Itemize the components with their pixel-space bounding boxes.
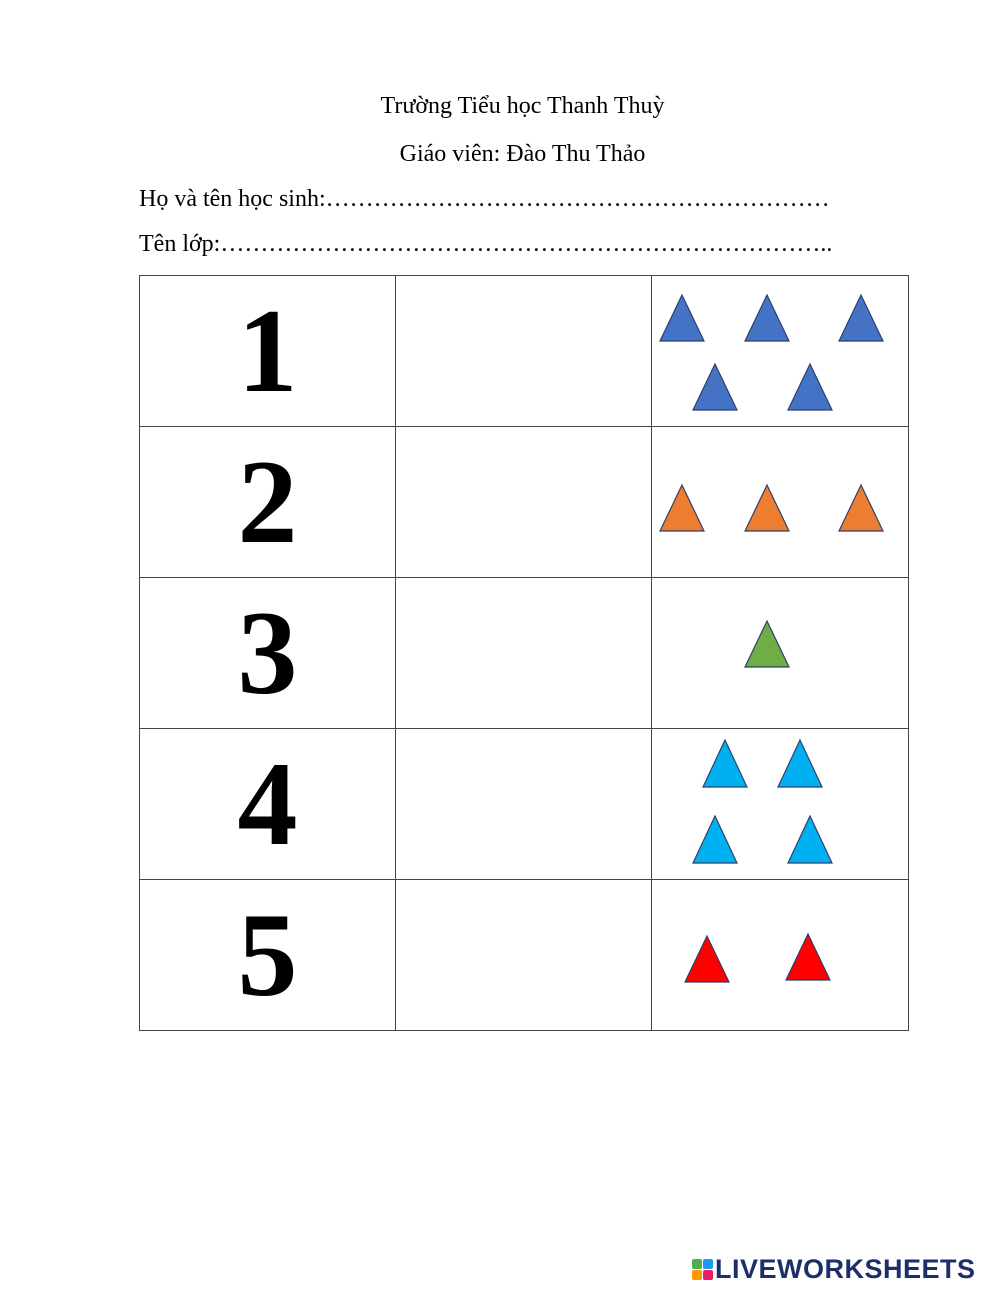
triangle-icon bbox=[693, 364, 737, 410]
liveworksheets-logo bbox=[692, 1254, 976, 1284]
table-row bbox=[140, 427, 909, 578]
triangle-icon bbox=[745, 295, 789, 341]
matching-table bbox=[139, 275, 909, 1031]
triangle-group-cell bbox=[652, 427, 909, 578]
triangle-icon bbox=[839, 485, 883, 531]
triangle-group-cell bbox=[652, 880, 909, 1031]
answer-drop-cell[interactable] bbox=[396, 427, 652, 578]
triangle-group-cell bbox=[652, 578, 909, 729]
number-cell: 1 bbox=[140, 276, 396, 427]
triangle-icon bbox=[839, 295, 883, 341]
triangle-icon bbox=[745, 621, 789, 667]
answer-drop-cell[interactable] bbox=[396, 276, 652, 427]
triangle-icon bbox=[685, 936, 729, 982]
table-row bbox=[140, 880, 909, 1031]
triangle-group-cell bbox=[652, 276, 909, 427]
triangle-icon bbox=[703, 740, 747, 787]
number-cell: 5 bbox=[140, 880, 396, 1031]
table-row bbox=[140, 729, 909, 880]
triangle-group bbox=[652, 427, 908, 577]
triangle-icon bbox=[788, 364, 832, 410]
number-cell: 3 bbox=[140, 578, 396, 729]
triangle-icon bbox=[786, 934, 830, 980]
answer-drop-cell[interactable] bbox=[396, 880, 652, 1031]
liveworksheets-logo-icon bbox=[692, 1259, 713, 1280]
logo-text: LIVEWORKSHEETS bbox=[715, 1253, 976, 1284]
number-cell: 4 bbox=[140, 729, 396, 880]
triangle-icon bbox=[745, 485, 789, 531]
table-row bbox=[140, 276, 909, 427]
answer-drop-cell[interactable] bbox=[396, 578, 652, 729]
triangle-icon bbox=[660, 295, 704, 341]
school-name: Trường Tiểu học Thanh Thuỳ bbox=[380, 93, 665, 119]
class-line: Tên lớp:………………………………………………………………….. bbox=[139, 231, 833, 257]
triangle-group bbox=[652, 880, 908, 1030]
triangle-icon bbox=[778, 740, 822, 787]
teacher-name: Giáo viên: Đào Thu Thảo bbox=[399, 141, 646, 167]
table-row bbox=[140, 578, 909, 729]
number-cell: 2 bbox=[140, 427, 396, 578]
triangle-group bbox=[652, 276, 908, 426]
triangle-group bbox=[652, 578, 908, 728]
student-name-line: Họ và tên học sinh:……………………………………………………… bbox=[139, 186, 830, 212]
triangle-group-cell bbox=[652, 729, 909, 880]
triangle-icon bbox=[788, 816, 832, 863]
triangle-icon bbox=[660, 485, 704, 531]
triangle-icon bbox=[693, 816, 737, 863]
answer-drop-cell[interactable] bbox=[396, 729, 652, 880]
triangle-group bbox=[652, 729, 908, 879]
